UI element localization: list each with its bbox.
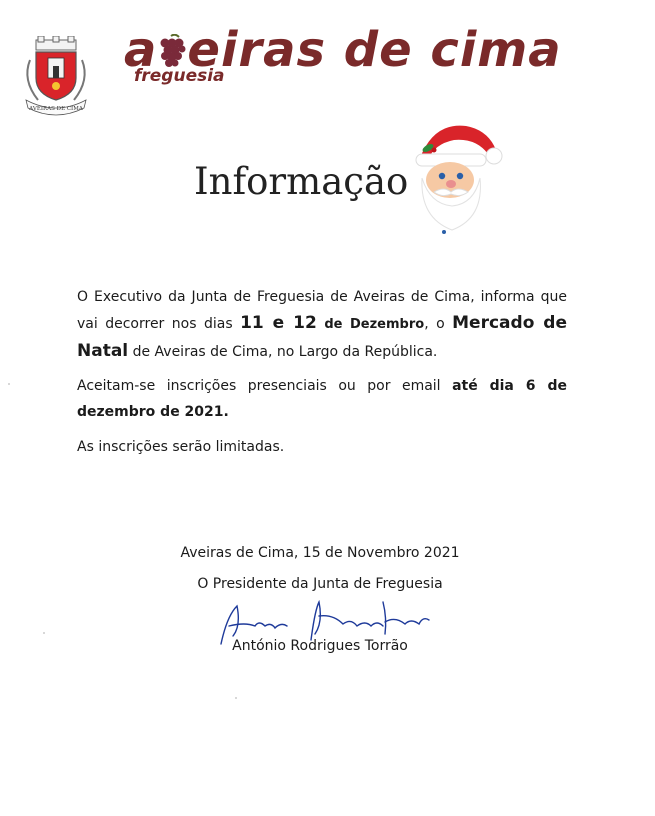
market-month: de Dezembro: [316, 317, 425, 332]
grape-bunch-icon: [157, 34, 187, 68]
market-days: 11 e 12: [240, 313, 317, 333]
event-name: Mercado de Natal: [77, 313, 567, 361]
scan-speck: [235, 697, 237, 699]
scan-speck: [43, 632, 45, 634]
body-paragraph-limited: As inscrições serão limitadas.: [77, 439, 285, 455]
president-role: O Presidente da Junta de Freguesia: [197, 576, 443, 592]
date-line: Aveiras de Cima, 15 de Novembro 2021: [180, 545, 460, 561]
signer-name: António Rodrigues Torrão: [232, 638, 408, 654]
p2-text-intro: Aceitam-se inscrições presenciais ou por email: [77, 378, 453, 394]
p1-text-intro: O Executivo da Junta de Freguesia de Aveiras de Cima, informa que vai decorrer nos dias: [77, 289, 567, 332]
p1-text-link: , o: [424, 316, 453, 332]
crest-ribbon-text: AVEIRAS DE CIMA: [29, 106, 83, 112]
scan-speck: [8, 383, 10, 385]
page-title: Informação: [194, 160, 409, 203]
santa-claus-icon: [404, 118, 508, 236]
registration-deadline: até dia 6 de dezembro de 2021.: [77, 378, 567, 420]
brand-letter-a: a: [124, 22, 158, 78]
coat-of-arms-logo: [18, 36, 94, 116]
brand-subtitle: freguesia: [134, 66, 225, 86]
p1-text-location: de Aveiras de Cima, no Largo da República.: [128, 344, 438, 360]
brand-name-rest: eiras de cima: [187, 22, 562, 78]
body-paragraph-registration: [77, 373, 567, 425]
body-paragraph-market: [77, 284, 567, 365]
